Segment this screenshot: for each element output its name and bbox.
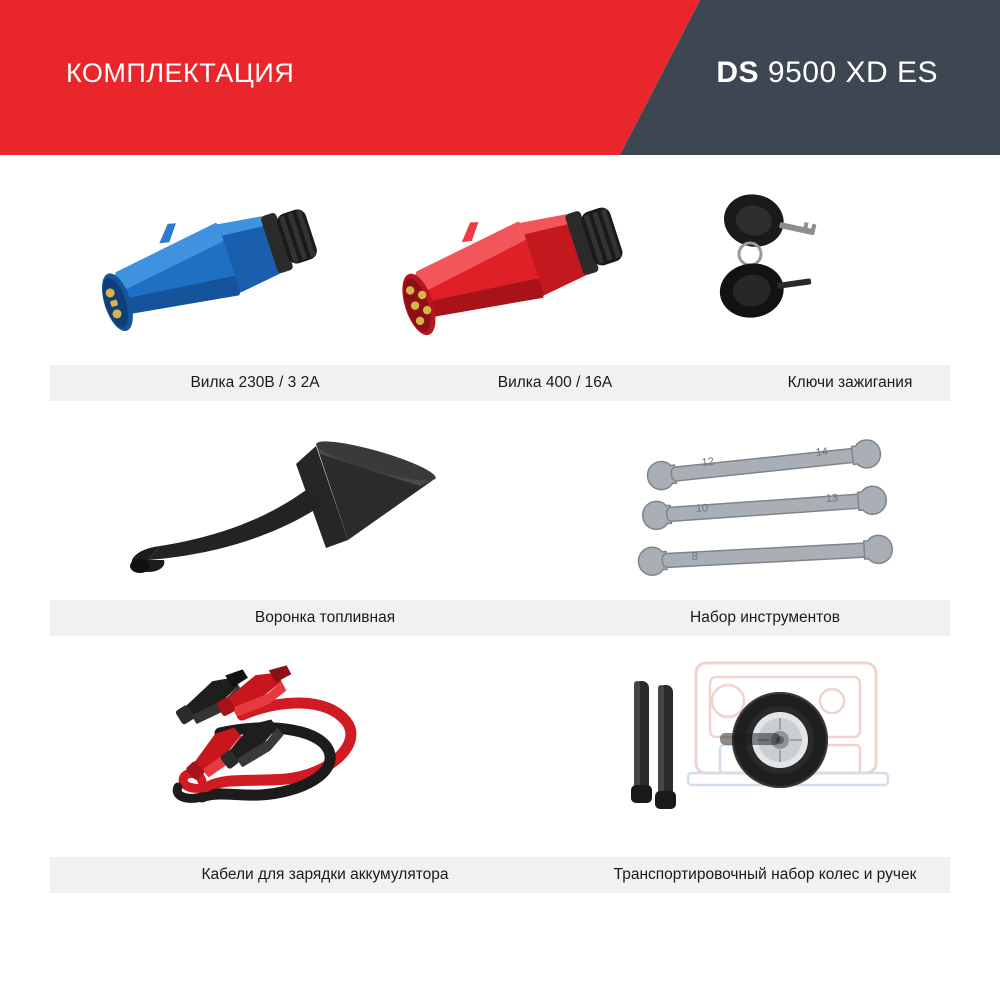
blue-plug-image xyxy=(80,185,340,355)
svg-text:8: 8 xyxy=(691,550,699,563)
caption-bar-row-1 xyxy=(50,365,950,401)
funnel-image xyxy=(120,420,450,590)
page-header xyxy=(0,0,1000,155)
model-number: 9500 XD ES xyxy=(759,56,938,89)
svg-text:12: 12 xyxy=(701,455,715,469)
caption-wheel-kit: Транспортировочный набор колес и ручек xyxy=(613,866,917,883)
wrench-set-image xyxy=(630,430,950,580)
model-name xyxy=(716,56,938,90)
caption-plug-400v: Вилка 400 / 16А xyxy=(497,374,613,391)
caption-plug-230v: Вилка 230В / 3 2А xyxy=(190,374,320,391)
kit-row-1 xyxy=(0,155,1000,400)
ignition-keys-image xyxy=(690,180,870,360)
caption-bar-row-3 xyxy=(50,857,950,893)
svg-text:14: 14 xyxy=(815,445,829,459)
kit-contents xyxy=(0,155,1000,1000)
wheel-kit-image xyxy=(600,645,920,845)
caption-tool-set: Набор инструментов xyxy=(690,609,840,626)
caption-battery-cables: Кабели для зарядки аккумулятора xyxy=(201,866,449,883)
caption-fuel-funnel: Воронка топливная xyxy=(254,609,396,626)
caption-ignition-keys: Ключи зажигания xyxy=(787,374,913,391)
red-plug-image xyxy=(385,185,645,355)
jumper-cables-image xyxy=(150,655,400,835)
svg-text:10: 10 xyxy=(695,502,709,515)
page-title: КОМПЛЕКТАЦИЯ xyxy=(66,58,295,88)
kit-row-3 xyxy=(0,645,1000,900)
caption-bar-row-2 xyxy=(50,600,950,636)
svg-text:13: 13 xyxy=(825,492,839,505)
model-brand: DS xyxy=(716,56,760,89)
kit-row-2 xyxy=(0,400,1000,645)
